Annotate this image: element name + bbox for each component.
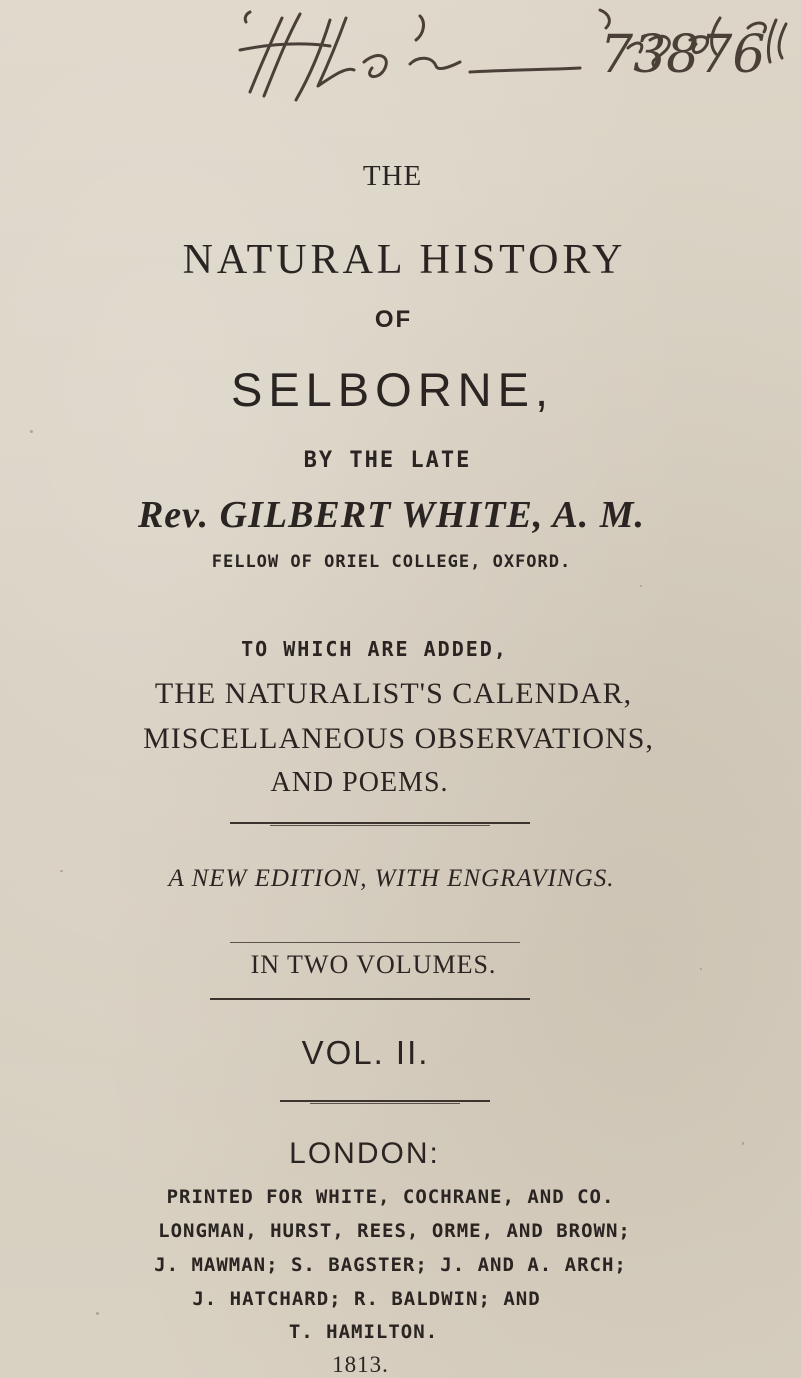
foxing-speck xyxy=(60,870,63,872)
to-which-added: TO WHICH ARE ADDED, xyxy=(241,637,508,661)
volumes-statement: IN TWO VOLUMES. xyxy=(250,950,497,979)
manuscript-number: 73876 xyxy=(600,25,766,85)
foxing-speck xyxy=(640,585,642,587)
publication-year: 1813. xyxy=(332,1352,389,1377)
imprint-city: LONDON: xyxy=(289,1137,440,1170)
imprint-line: LONGMAN, HURST, REES, ORME, AND BROWN; xyxy=(158,1220,631,1242)
author-affiliation: FELLOW OF ORIEL COLLEGE, OXFORD. xyxy=(211,552,572,572)
title-of: OF xyxy=(374,306,413,333)
imprint-rule xyxy=(280,1100,490,1102)
author-name: Rev. GILBERT WHITE, A. M. xyxy=(137,494,646,536)
handwritten-signature xyxy=(0,0,801,110)
title-natural-history: NATURAL HISTORY xyxy=(182,237,627,283)
naturalists-calendar: THE NATURALIST'S CALENDAR, xyxy=(154,677,633,710)
by-the-late: BY THE LATE xyxy=(303,448,472,473)
miscellaneous-observations: MISCELLANEOUS OBSERVATIONS, xyxy=(143,722,654,755)
title-the: THE xyxy=(362,160,423,192)
ornament-rule-inner xyxy=(270,825,490,826)
imprint-rule-inner xyxy=(310,1103,460,1104)
foxing-speck xyxy=(30,430,33,433)
imprint-line: J. MAWMAN; S. BAGSTER; J. AND A. ARCH; xyxy=(154,1254,627,1276)
imprint-line: J. HATCHARD; R. BALDWIN; AND xyxy=(192,1288,541,1310)
edition-statement: A NEW EDITION, WITH ENGRAVINGS. xyxy=(168,865,615,892)
volumes-rule-top xyxy=(230,942,520,943)
foxing-speck xyxy=(700,968,702,970)
foxing-speck xyxy=(96,1312,99,1315)
ornament-rule xyxy=(230,822,530,824)
volume-number: VOL. II. xyxy=(301,1034,430,1071)
foxing-speck xyxy=(742,1142,744,1145)
volumes-rule-bottom xyxy=(210,998,530,1000)
imprint-line: PRINTED FOR WHITE, COCHRANE, AND CO. xyxy=(166,1186,615,1208)
and-poems: AND POEMS. xyxy=(270,767,449,798)
imprint-line: T. HAMILTON. xyxy=(288,1321,439,1343)
title-selborne: SELBORNE, xyxy=(230,363,555,416)
